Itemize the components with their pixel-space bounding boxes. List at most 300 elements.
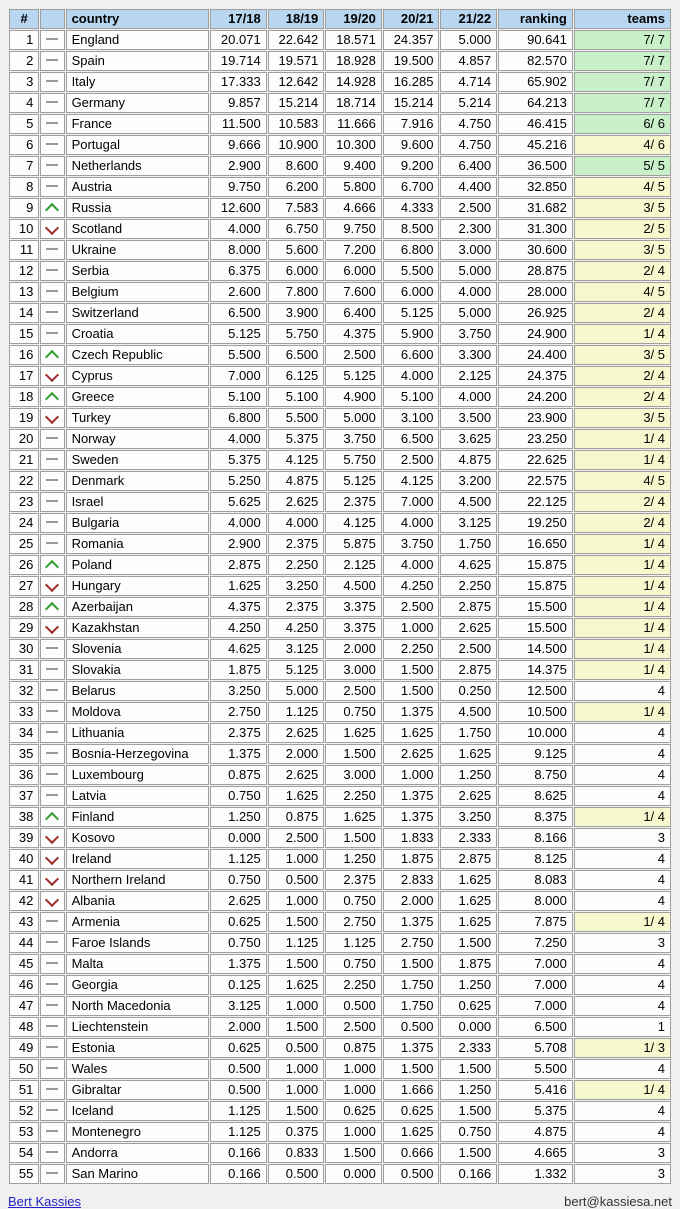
movement-down-icon	[45, 892, 59, 906]
country-cell: Norway	[66, 429, 210, 449]
table-row	[9, 1143, 671, 1163]
season-cell-19-20: 0.750	[325, 954, 382, 974]
table-row	[9, 1017, 671, 1037]
country-cell: Denmark	[66, 471, 210, 491]
rank-cell: 23	[9, 492, 39, 512]
ranking-cell: 36.500	[498, 156, 573, 176]
season-cell-17-18: 5.500	[210, 345, 267, 365]
season-cell-17-18: 7.000	[210, 366, 267, 386]
season-cell-21-22: 0.250	[440, 681, 497, 701]
ranking-cell: 8.625	[498, 786, 573, 806]
movement-cell	[40, 1017, 64, 1037]
movement-cell	[40, 786, 64, 806]
season-cell-20-21: 7.000	[383, 492, 440, 512]
movement-same-icon	[46, 1046, 58, 1048]
teams-cell: 2/ 5	[574, 219, 671, 239]
season-cell-20-21: 6.000	[383, 282, 440, 302]
ranking-cell: 65.902	[498, 72, 573, 92]
table-row	[9, 912, 671, 932]
teams-cell: 1/ 4	[574, 639, 671, 659]
rank-cell: 26	[9, 555, 39, 575]
season-cell-20-21: 9.200	[383, 156, 440, 176]
ranking-cell: 23.250	[498, 429, 573, 449]
ranking-cell: 28.000	[498, 282, 573, 302]
movement-cell	[40, 681, 64, 701]
table-row	[9, 723, 671, 743]
season-cell-19-20: 7.200	[325, 240, 382, 260]
ranking-cell: 8.166	[498, 828, 573, 848]
movement-cell	[40, 408, 64, 428]
country-cell: Liechtenstein	[66, 1017, 210, 1037]
rank-cell: 52	[9, 1101, 39, 1121]
rank-cell: 13	[9, 282, 39, 302]
table-row	[9, 618, 671, 638]
movement-cell	[40, 723, 64, 743]
season-cell-20-21: 2.500	[383, 450, 440, 470]
season-cell-17-18: 1.875	[210, 660, 267, 680]
season-cell-21-22: 4.750	[440, 135, 497, 155]
movement-down-icon	[45, 619, 59, 633]
season-cell-19-20: 18.928	[325, 51, 382, 71]
season-cell-17-18: 9.750	[210, 177, 267, 197]
ranking-cell: 24.375	[498, 366, 573, 386]
country-cell: Greece	[66, 387, 210, 407]
season-cell-20-21: 5.900	[383, 324, 440, 344]
teams-cell: 1/ 4	[574, 576, 671, 596]
season-cell-21-22: 1.625	[440, 870, 497, 890]
movement-cell	[40, 261, 64, 281]
season-cell-17-18: 3.250	[210, 681, 267, 701]
movement-cell	[40, 156, 64, 176]
season-cell-21-22: 2.875	[440, 660, 497, 680]
season-cell-18-19: 1.500	[268, 1017, 325, 1037]
season-cell-18-19: 7.583	[268, 198, 325, 218]
season-cell-19-20: 10.300	[325, 135, 382, 155]
teams-cell: 4	[574, 891, 671, 911]
season-cell-19-20: 3.375	[325, 618, 382, 638]
rank-cell: 55	[9, 1164, 39, 1184]
season-cell-20-21: 5.100	[383, 387, 440, 407]
season-cell-20-21: 1.875	[383, 849, 440, 869]
uefa-country-ranking-table	[8, 8, 672, 1185]
season-cell-18-19: 0.500	[268, 1038, 325, 1058]
season-cell-20-21: 6.800	[383, 240, 440, 260]
season-cell-20-21: 4.250	[383, 576, 440, 596]
country-cell: Slovakia	[66, 660, 210, 680]
season-cell-19-20: 1.000	[325, 1122, 382, 1142]
country-cell: Italy	[66, 72, 210, 92]
season-cell-21-22: 2.333	[440, 828, 497, 848]
season-cell-18-19: 10.583	[268, 114, 325, 134]
country-cell: Bulgaria	[66, 513, 210, 533]
season-cell-19-20: 1.000	[325, 1059, 382, 1079]
teams-cell: 1/ 4	[574, 1080, 671, 1100]
season-cell-17-18: 1.625	[210, 576, 267, 596]
season-cell-19-20: 2.500	[325, 681, 382, 701]
country-cell: Luxembourg	[66, 765, 210, 785]
ranking-cell: 5.500	[498, 1059, 573, 1079]
teams-cell: 2/ 4	[574, 261, 671, 281]
movement-same-icon	[46, 164, 58, 166]
table-row	[9, 597, 671, 617]
rank-cell: 54	[9, 1143, 39, 1163]
country-cell: Portugal	[66, 135, 210, 155]
movement-same-icon	[46, 101, 58, 103]
table-row	[9, 156, 671, 176]
movement-cell	[40, 807, 64, 827]
rank-cell: 16	[9, 345, 39, 365]
season-cell-18-19: 3.125	[268, 639, 325, 659]
table-row	[9, 135, 671, 155]
season-cell-20-21: 1.500	[383, 954, 440, 974]
movement-cell	[40, 618, 64, 638]
season-cell-19-20: 3.375	[325, 597, 382, 617]
movement-cell	[40, 177, 64, 197]
season-cell-21-22: 1.625	[440, 912, 497, 932]
rank-cell: 8	[9, 177, 39, 197]
season-cell-18-19: 2.500	[268, 828, 325, 848]
rank-cell: 40	[9, 849, 39, 869]
ranking-cell: 7.000	[498, 975, 573, 995]
season-cell-17-18: 4.000	[210, 429, 267, 449]
season-cell-17-18: 5.625	[210, 492, 267, 512]
movement-cell	[40, 30, 64, 50]
season-cell-21-22: 4.857	[440, 51, 497, 71]
rank-cell: 14	[9, 303, 39, 323]
country-cell: Switzerland	[66, 303, 210, 323]
season-cell-20-21: 2.625	[383, 744, 440, 764]
rank-cell: 49	[9, 1038, 39, 1058]
season-cell-17-18: 2.625	[210, 891, 267, 911]
season-cell-21-22: 5.214	[440, 93, 497, 113]
season-cell-20-21: 1.500	[383, 1059, 440, 1079]
table-row	[9, 534, 671, 554]
country-cell: Latvia	[66, 786, 210, 806]
movement-down-icon	[45, 220, 59, 234]
movement-same-icon	[46, 647, 58, 649]
header-season-19-20: 19/20	[325, 9, 382, 29]
season-cell-18-19: 4.875	[268, 471, 325, 491]
movement-up-icon	[45, 602, 59, 616]
season-cell-20-21: 1.750	[383, 996, 440, 1016]
season-cell-18-19: 2.250	[268, 555, 325, 575]
season-cell-20-21: 2.500	[383, 597, 440, 617]
table-row	[9, 114, 671, 134]
season-cell-18-19: 0.500	[268, 870, 325, 890]
season-cell-17-18: 2.900	[210, 534, 267, 554]
season-cell-17-18: 17.333	[210, 72, 267, 92]
header-movement	[40, 9, 64, 29]
season-cell-20-21: 1.375	[383, 807, 440, 827]
country-cell: Montenegro	[66, 1122, 210, 1142]
movement-cell	[40, 1143, 64, 1163]
table-row	[9, 240, 671, 260]
table-row	[9, 891, 671, 911]
country-cell: Ireland	[66, 849, 210, 869]
movement-same-icon	[46, 59, 58, 61]
teams-cell: 3	[574, 1164, 671, 1184]
season-cell-20-21: 1.000	[383, 618, 440, 638]
movement-cell	[40, 828, 64, 848]
country-cell: Lithuania	[66, 723, 210, 743]
table-row	[9, 345, 671, 365]
season-cell-20-21: 4.000	[383, 366, 440, 386]
season-cell-18-19: 8.600	[268, 156, 325, 176]
season-cell-18-19: 7.800	[268, 282, 325, 302]
season-cell-21-22: 3.500	[440, 408, 497, 428]
table-row	[9, 324, 671, 344]
ranking-cell: 30.600	[498, 240, 573, 260]
table-row	[9, 198, 671, 218]
season-cell-18-19: 5.500	[268, 408, 325, 428]
season-cell-18-19: 5.100	[268, 387, 325, 407]
country-cell: North Macedonia	[66, 996, 210, 1016]
season-cell-21-22: 3.300	[440, 345, 497, 365]
season-cell-19-20: 5.800	[325, 177, 382, 197]
season-cell-18-19: 1.500	[268, 954, 325, 974]
movement-cell	[40, 198, 64, 218]
season-cell-17-18: 12.600	[210, 198, 267, 218]
season-cell-17-18: 0.750	[210, 786, 267, 806]
season-cell-19-20: 18.714	[325, 93, 382, 113]
movement-same-icon	[46, 458, 58, 460]
table-row	[9, 555, 671, 575]
table-row	[9, 93, 671, 113]
season-cell-18-19: 6.200	[268, 177, 325, 197]
country-cell: Andorra	[66, 1143, 210, 1163]
movement-same-icon	[46, 542, 58, 544]
rank-cell: 22	[9, 471, 39, 491]
movement-same-icon	[46, 500, 58, 502]
rank-cell: 53	[9, 1122, 39, 1142]
table-row	[9, 702, 671, 722]
season-cell-17-18: 0.750	[210, 933, 267, 953]
table-row	[9, 1164, 671, 1184]
ranking-cell: 15.500	[498, 597, 573, 617]
rank-cell: 21	[9, 450, 39, 470]
country-cell: Wales	[66, 1059, 210, 1079]
table-row	[9, 261, 671, 281]
ranking-cell: 45.216	[498, 135, 573, 155]
season-cell-21-22: 1.625	[440, 891, 497, 911]
country-cell: Azerbaijan	[66, 597, 210, 617]
rank-cell: 38	[9, 807, 39, 827]
season-cell-21-22: 0.625	[440, 996, 497, 1016]
country-cell: Finland	[66, 807, 210, 827]
season-cell-17-18: 3.125	[210, 996, 267, 1016]
season-cell-17-18: 0.125	[210, 975, 267, 995]
season-cell-19-20: 1.125	[325, 933, 382, 953]
table-row	[9, 177, 671, 197]
country-cell: Ukraine	[66, 240, 210, 260]
season-cell-20-21: 7.916	[383, 114, 440, 134]
table-row	[9, 681, 671, 701]
ranking-cell: 22.125	[498, 492, 573, 512]
movement-up-icon	[45, 203, 59, 217]
ranking-cell: 24.900	[498, 324, 573, 344]
season-cell-17-18: 0.166	[210, 1164, 267, 1184]
ranking-cell: 32.850	[498, 177, 573, 197]
season-cell-18-19: 2.375	[268, 597, 325, 617]
season-cell-21-22: 1.500	[440, 1059, 497, 1079]
teams-cell: 1/ 3	[574, 1038, 671, 1058]
teams-cell: 3	[574, 933, 671, 953]
contact-email: bert@kassiesa.net	[564, 1194, 672, 1209]
teams-cell: 4	[574, 744, 671, 764]
season-cell-19-20: 1.250	[325, 849, 382, 869]
rank-cell: 10	[9, 219, 39, 239]
ranking-cell: 90.641	[498, 30, 573, 50]
rank-cell: 7	[9, 156, 39, 176]
rank-cell: 42	[9, 891, 39, 911]
rank-cell: 27	[9, 576, 39, 596]
movement-cell	[40, 744, 64, 764]
table-row	[9, 1059, 671, 1079]
rank-cell: 51	[9, 1080, 39, 1100]
season-cell-18-19: 6.750	[268, 219, 325, 239]
movement-same-icon	[46, 1067, 58, 1069]
teams-cell: 4	[574, 765, 671, 785]
header-teams: teams	[574, 9, 671, 29]
season-cell-21-22: 4.500	[440, 702, 497, 722]
ranking-cell: 19.250	[498, 513, 573, 533]
movement-same-icon	[46, 1151, 58, 1153]
season-cell-18-19: 12.642	[268, 72, 325, 92]
ranking-cell: 7.000	[498, 954, 573, 974]
season-cell-18-19: 4.000	[268, 513, 325, 533]
movement-cell	[40, 849, 64, 869]
teams-cell: 4	[574, 849, 671, 869]
teams-cell: 4	[574, 786, 671, 806]
country-cell: Cyprus	[66, 366, 210, 386]
season-cell-20-21: 2.000	[383, 891, 440, 911]
ranking-cell: 8.000	[498, 891, 573, 911]
season-cell-20-21: 24.357	[383, 30, 440, 50]
rank-cell: 46	[9, 975, 39, 995]
table-row	[9, 576, 671, 596]
table-row	[9, 639, 671, 659]
author-link[interactable]: Bert Kassies	[8, 1194, 81, 1209]
season-cell-19-20: 3.000	[325, 765, 382, 785]
season-cell-21-22: 2.875	[440, 849, 497, 869]
season-cell-17-18: 2.875	[210, 555, 267, 575]
season-cell-19-20: 4.125	[325, 513, 382, 533]
movement-same-icon	[46, 941, 58, 943]
rank-cell: 2	[9, 51, 39, 71]
rank-cell: 12	[9, 261, 39, 281]
season-cell-18-19: 6.000	[268, 261, 325, 281]
season-cell-19-20: 6.400	[325, 303, 382, 323]
ranking-cell: 8.750	[498, 765, 573, 785]
teams-cell: 6/ 6	[574, 114, 671, 134]
season-cell-21-22: 1.500	[440, 1143, 497, 1163]
rank-cell: 15	[9, 324, 39, 344]
season-cell-19-20: 0.875	[325, 1038, 382, 1058]
rank-cell: 48	[9, 1017, 39, 1037]
ranking-cell: 23.900	[498, 408, 573, 428]
ranking-cell: 22.575	[498, 471, 573, 491]
country-cell: Turkey	[66, 408, 210, 428]
rank-cell: 33	[9, 702, 39, 722]
season-cell-21-22: 2.333	[440, 1038, 497, 1058]
season-cell-21-22: 1.750	[440, 723, 497, 743]
season-cell-20-21: 3.750	[383, 534, 440, 554]
movement-cell	[40, 1059, 64, 1079]
ranking-cell: 1.332	[498, 1164, 573, 1184]
season-cell-20-21: 6.600	[383, 345, 440, 365]
season-cell-18-19: 22.642	[268, 30, 325, 50]
season-cell-21-22: 2.875	[440, 597, 497, 617]
teams-cell: 1/ 4	[574, 618, 671, 638]
table-row	[9, 30, 671, 50]
movement-same-icon	[46, 248, 58, 250]
ranking-cell: 16.650	[498, 534, 573, 554]
movement-cell	[40, 135, 64, 155]
rank-cell: 41	[9, 870, 39, 890]
teams-cell: 1/ 4	[574, 534, 671, 554]
season-cell-19-20: 4.900	[325, 387, 382, 407]
country-cell: Gibraltar	[66, 1080, 210, 1100]
table-row	[9, 933, 671, 953]
season-cell-17-18: 0.166	[210, 1143, 267, 1163]
footer	[8, 1194, 672, 1209]
teams-cell: 2/ 4	[574, 387, 671, 407]
country-cell: Netherlands	[66, 156, 210, 176]
country-cell: Slovenia	[66, 639, 210, 659]
season-cell-21-22: 5.000	[440, 303, 497, 323]
season-cell-21-22: 1.250	[440, 975, 497, 995]
season-cell-20-21: 4.000	[383, 513, 440, 533]
country-cell: Poland	[66, 555, 210, 575]
rank-cell: 28	[9, 597, 39, 617]
season-cell-17-18: 2.900	[210, 156, 267, 176]
movement-cell	[40, 660, 64, 680]
header-rank: #	[9, 9, 39, 29]
movement-same-icon	[46, 1088, 58, 1090]
movement-same-icon	[46, 794, 58, 796]
season-cell-19-20: 11.666	[325, 114, 382, 134]
table-row	[9, 513, 671, 533]
rank-cell: 5	[9, 114, 39, 134]
season-cell-20-21: 0.500	[383, 1017, 440, 1037]
movement-same-icon	[46, 1130, 58, 1132]
movement-same-icon	[46, 269, 58, 271]
table-row	[9, 471, 671, 491]
season-cell-18-19: 1.000	[268, 1059, 325, 1079]
season-cell-19-20: 2.125	[325, 555, 382, 575]
season-cell-19-20: 3.750	[325, 429, 382, 449]
movement-cell	[40, 954, 64, 974]
header-season-21-22: 21/22	[440, 9, 497, 29]
season-cell-17-18: 4.375	[210, 597, 267, 617]
season-cell-21-22: 4.000	[440, 387, 497, 407]
ranking-cell: 31.682	[498, 198, 573, 218]
season-cell-20-21: 1.833	[383, 828, 440, 848]
season-cell-20-21: 0.666	[383, 1143, 440, 1163]
season-cell-19-20: 4.666	[325, 198, 382, 218]
season-cell-18-19: 0.875	[268, 807, 325, 827]
season-cell-19-20: 4.500	[325, 576, 382, 596]
movement-same-icon	[46, 983, 58, 985]
season-cell-17-18: 2.375	[210, 723, 267, 743]
ranking-cell: 31.300	[498, 219, 573, 239]
ranking-cell: 7.000	[498, 996, 573, 1016]
season-cell-19-20: 1.625	[325, 807, 382, 827]
season-cell-20-21: 6.500	[383, 429, 440, 449]
season-cell-21-22: 4.000	[440, 282, 497, 302]
movement-same-icon	[46, 38, 58, 40]
season-cell-20-21: 9.600	[383, 135, 440, 155]
